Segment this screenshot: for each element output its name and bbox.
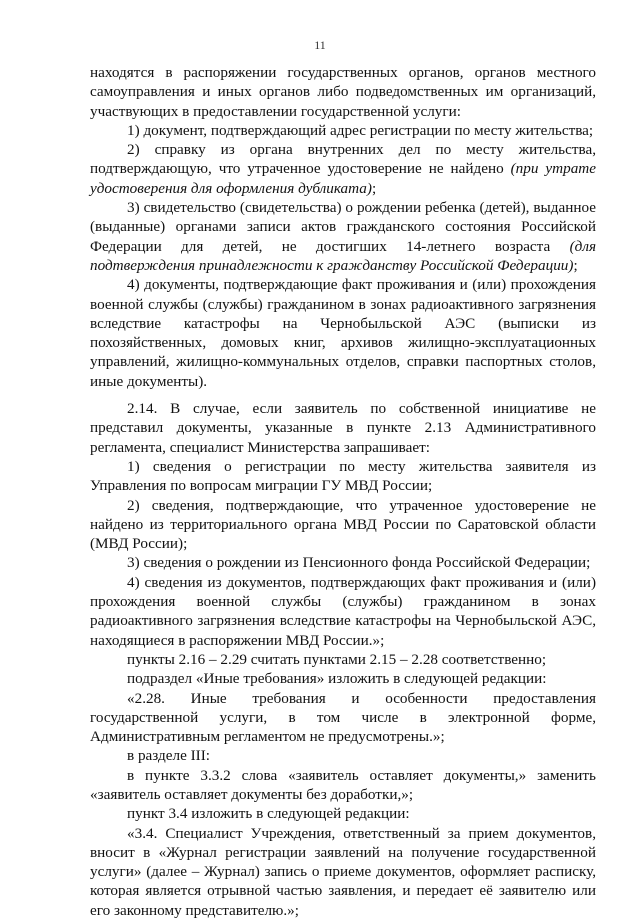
italic-note: (для подтверждения принадлежности к гражданству Российской Федерации) [90, 237, 597, 274]
paragraph-tail: ; [371, 179, 377, 197]
paragraph [90, 553, 596, 572]
paragraph-text: в пункте 3.3.2 слова «заявитель оставляет документы,» заменить «заявитель оставляет документы без доработки,»; [90, 766, 596, 803]
paragraph-text: «2.28. Иные требования и особенности предоставления государственной услуги, в том числе в электронной форме, Административным регламентом не предусмотрены.»; [90, 689, 596, 746]
paragraph [90, 804, 596, 823]
paragraph [90, 689, 596, 747]
paragraph-text: пункт 3.4 изложить в следующей редакции: [127, 805, 410, 823]
paragraph [90, 824, 596, 920]
paragraph [90, 121, 596, 140]
paragraph-text: 1) документ, подтверждающий адрес регистрации по месту жительства; [127, 121, 594, 139]
paragraph-text: подраздел «Иные требования» изложить в следующей редакции: [127, 670, 547, 688]
paragraph [90, 198, 596, 275]
document-body [90, 63, 596, 920]
italic-note: (при утрате удостоверения для оформления дубликата) [90, 160, 596, 197]
paragraph-text: 2) сведения, подтверждающие, что утраченное удостоверение не найдено из территориального органа МВД России по Саратовской области (МВД России); [90, 496, 596, 553]
paragraph-text: 3) свидетельство (свидетельства) о рождении ребенка (детей), выданное (выданные) органами записи актов гражданского состояния Российской Федерации для детей, не достигших 14-летнего возраста [90, 199, 596, 255]
paragraph [90, 746, 596, 765]
paragraph-text: 2) справку из органа внутренних дел по месту жительства, подтверждающую, что утраченное удостоверение не найдено [90, 141, 596, 178]
paragraph-text: 2.14. В случае, если заявитель по собственной инициативе не представил документы, указанные в пункте 2.13 Административного регламента, специалист Министерства запрашивает: [90, 400, 596, 456]
paragraph [90, 650, 596, 669]
paragraph-text: «3.4. Специалист Учреждения, ответственный за прием документов, вносит в «Журнал регистрации заявлений на получение государственной услуги» (далее – Журнал) запись о приеме документов, оформляет расписку, которая является отрывной частью заявления, и передает её заявителю или его законному представителю.»; [90, 824, 596, 919]
paragraph-text: 4) сведения из документов, подтверждающих факт проживания и (или) прохождения военной службы (службы) гражданином в зонах радиоактивного загрязнения вследствие катастрофы на Чернобыльской АЭС, находящиеся в распоряжении МВД России.»; [90, 573, 596, 649]
paragraph [90, 63, 596, 121]
paragraph [90, 669, 596, 688]
paragraph-text: пункты 2.16 – 2.29 считать пунктами 2.15 – 2.28 соответственно; [127, 650, 547, 668]
page-number: 11 [314, 38, 326, 52]
paragraph [90, 573, 596, 650]
paragraph [90, 496, 596, 554]
paragraph [90, 275, 596, 391]
paragraph-text: 3) сведения о рождении из Пенсионного фонда Российской Федерации; [127, 554, 591, 572]
paragraph [90, 766, 596, 805]
paragraph-text: 1) сведения о регистрации по месту жительства заявителя из Управления по вопросам миграции ГУ МВД России; [90, 457, 596, 495]
paragraph-text: 4) документы, подтверждающие факт проживания и (или) прохождения военной службы (службы) гражданином в зонах радиоактивного загрязнения вследствие катастрофы на Чернобыльской АЭС (выписки из похозяйственных, домовых книг, архивов жилищно-эксплуатационных управлений, жилищно-коммунальных отделов, справки паспортных столов, иные документы). [90, 276, 596, 390]
paragraph [90, 140, 596, 198]
paragraph [90, 457, 596, 496]
paragraph [90, 399, 596, 457]
paragraph-text: в разделе III: [127, 747, 211, 765]
paragraph-text: находятся в распоряжении государственных органов, органов местного самоуправления и иных органов либо подведомственных им организаций, участвующих в предоставлении государственной услуги: [90, 64, 596, 120]
paragraph-tail: ; [573, 256, 578, 274]
